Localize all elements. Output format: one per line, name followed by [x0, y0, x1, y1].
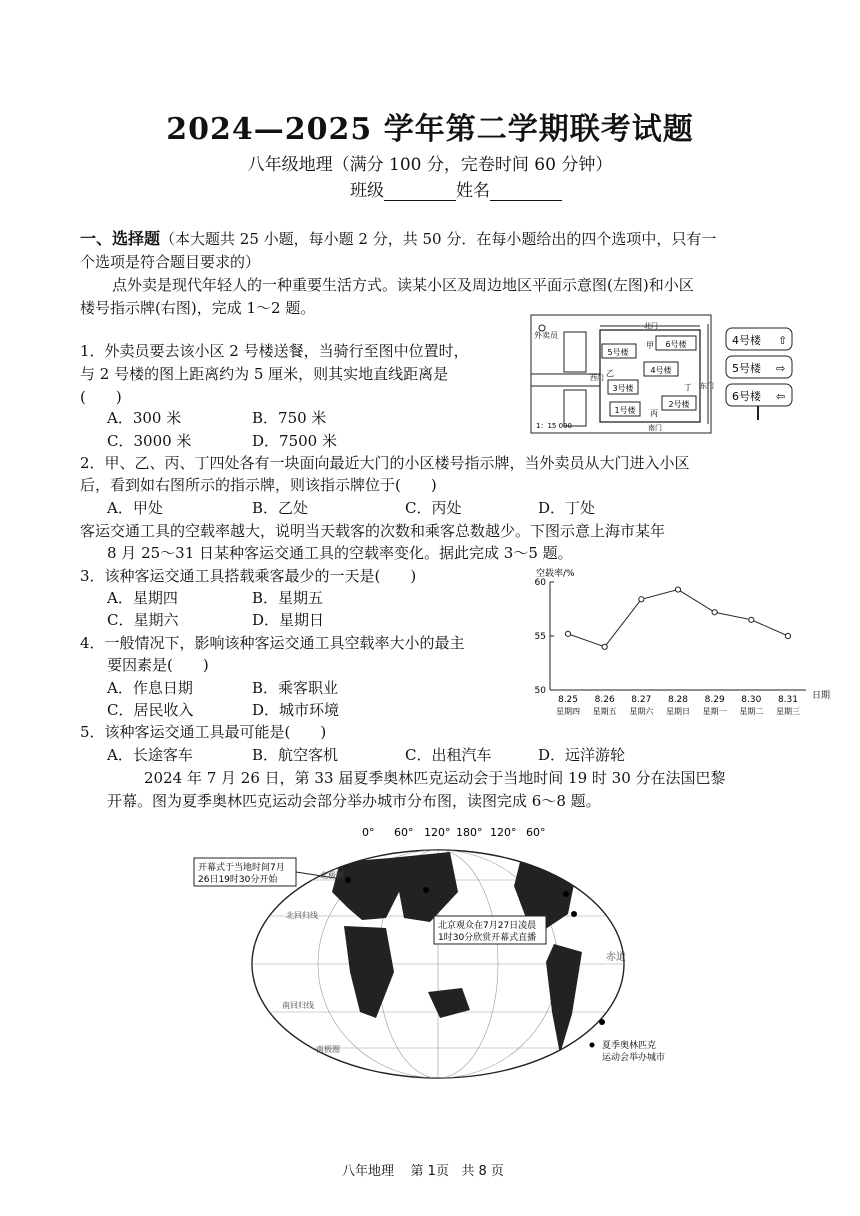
host-city-dot [345, 877, 351, 883]
q3-option-c[interactable]: C．星期六 [107, 611, 179, 629]
group1-stem: 点外卖是现代年轻人的一种重要生活方式。读某小区及周边地区平面示意图(左图)和小区 [112, 276, 694, 294]
x-tick-label: 8.28 [667, 695, 689, 705]
sign-building-5: 5号楼 [732, 362, 761, 375]
host-city-dot [599, 1019, 605, 1025]
q1-stem-2: 与 2 号楼的图上距离约为 5 厘米，则其实地直线距离是 [80, 365, 449, 383]
name-blank[interactable] [490, 184, 562, 201]
legend-dot [590, 1043, 595, 1048]
y-tick-label: 50 [534, 686, 546, 696]
host-city-dot [571, 911, 577, 917]
tropic-capricorn-label: 南回归线 [282, 1001, 314, 1010]
data-point [602, 644, 607, 649]
class-label: 班级 [350, 181, 384, 201]
paris-callout-line2: 26日19时30分开始 [198, 875, 278, 885]
map-scale: 1：15 000 [536, 422, 572, 430]
map-label-east-gate: 东门 [700, 382, 714, 390]
x-weekday-label: 星期六 [629, 707, 654, 716]
x-tick-label: 8.31 [777, 695, 799, 705]
section-intro-cont: 个选项是符合题目要求的） [80, 253, 261, 271]
class-name-line [350, 176, 562, 201]
map-label-courier: 外卖员 [534, 331, 558, 340]
x-tick-label: 8.25 [557, 695, 579, 705]
building-signpost [724, 326, 800, 422]
y-tick-label: 55 [534, 632, 546, 642]
group2-stem: 客运交通工具的空载率越大，说明当天载客的次数和乘客总数越少。下图示意上海市某年 [80, 522, 666, 540]
q1-option-b[interactable]: B．750 米 [252, 409, 327, 427]
lon-label-60w: 60° [526, 826, 546, 839]
q2-option-b[interactable]: B．乙处 [252, 499, 309, 517]
q5-option-b[interactable]: B．航空客机 [252, 746, 339, 764]
data-point [712, 610, 717, 615]
x-weekday-label: 星期三 [776, 707, 800, 716]
name-label: 姓名 [456, 181, 490, 201]
q1-paren: ( ) [80, 388, 122, 406]
footer-total: 共 8 页 [461, 1164, 504, 1179]
group3-stem-cont: 开幕。图为夏季奥林匹克运动会部分举办城市分布图，读图完成 6～8 题。 [107, 792, 601, 810]
data-point [675, 587, 680, 592]
q2-stem: 2．甲、乙、丙、丁四处各有一块面向最近大门的小区楼号指示牌，当外卖员从大门进入小区 [80, 454, 690, 472]
chart-xlabel: 日期 [812, 691, 831, 701]
map-label-ding: 丁 [684, 383, 692, 392]
map-building-2: 2号楼 [668, 400, 690, 409]
sign-building-6: 6号楼 [732, 390, 761, 403]
tropic-cancer-label: 北回归线 [286, 911, 318, 920]
section-intro: 一、选择题（本大题共 25 小题，每小题 2 分，共 50 分．在每小题给出的四个选项中，只有一 [80, 229, 717, 248]
x-weekday-label: 星期一 [702, 707, 727, 716]
q1-stem: 1．外卖员要去该小区 2 号楼送餐，当骑行至图中位置时， [80, 342, 469, 360]
map-label-yi: 乙 [606, 369, 614, 378]
map-building-6: 6号楼 [665, 340, 687, 349]
map-building-3: 3号楼 [612, 384, 634, 393]
empty-rate-chart [530, 566, 830, 722]
x-tick-label: 8.27 [631, 695, 652, 705]
lon-label-120w: 120° [490, 826, 517, 839]
lon-label-60: 60° [394, 826, 414, 839]
q5-stem: 5．该种客运交通工具最可能是( ) [80, 723, 327, 741]
footer-page: 第 1页 [410, 1164, 449, 1179]
q1-option-a[interactable]: A．300 米 [107, 409, 182, 427]
section-heading: 一、选择题 [80, 229, 161, 248]
x-weekday-label: 星期二 [739, 707, 764, 716]
q5-option-a[interactable]: A．长途客车 [107, 746, 193, 764]
map-building-4: 4号楼 [650, 366, 672, 375]
map-label-jia: 甲 [646, 341, 654, 350]
map-building-1: 1号楼 [614, 406, 636, 415]
lon-label-180: 180° [456, 826, 483, 839]
legend-line1: 夏季奥林匹克 [602, 1041, 657, 1051]
beijing-callout-line2: 1时30分欣赏开幕式直播 [438, 933, 537, 943]
antarctic-circle-label: 南极圈 [316, 1045, 340, 1054]
beijing-callout-line1: 北京观众在7月27日凌晨 [438, 921, 537, 931]
sign-building-4: 4号楼 [732, 334, 761, 347]
lon-label-0: 0° [362, 826, 375, 839]
data-point [639, 597, 644, 602]
q2-option-c[interactable]: C．丙处 [405, 499, 462, 517]
map-label-bing: 丙 [650, 409, 658, 418]
x-tick-label: 8.26 [594, 695, 615, 705]
q2-option-a[interactable]: A．甲处 [107, 499, 163, 517]
chart-ylabel: 空载率/% [536, 569, 575, 579]
q3-stem: 3．该种客运交通工具搭载乘客最少的一天是( ) [80, 567, 417, 585]
q3-option-a[interactable]: A．星期四 [107, 589, 178, 607]
map-building-5: 5号楼 [607, 348, 629, 357]
arrow-up-icon: ⇧ [778, 334, 788, 347]
q4-stem-2: 要因素是( ) [107, 656, 209, 674]
page-footer [342, 1160, 504, 1179]
q2-option-d[interactable]: D．丁处 [538, 499, 596, 517]
lon-label-120: 120° [424, 826, 451, 839]
x-tick-label: 8.29 [704, 695, 725, 705]
q3-option-b[interactable]: B．星期五 [252, 589, 324, 607]
host-city-dot [423, 887, 429, 893]
group3-stem: 2024 年 7 月 26 日，第 33 届夏季奥林匹克运动会于当地时间 19 时 30 分在法国巴黎 [144, 769, 726, 787]
olympic-world-map [190, 822, 690, 1082]
exam-subtitle: 八年级地理（满分 100 分，完卷时间 60 分钟） [247, 155, 613, 175]
q4-stem: 4．一般情况下，影响该种客运交通工具空载率大小的最主 [80, 634, 465, 652]
x-weekday-label: 星期四 [556, 707, 580, 716]
data-point [565, 631, 570, 636]
paris-callout-line1: 开幕式于当地时间7月 [198, 863, 285, 873]
class-blank[interactable] [384, 184, 456, 201]
x-weekday-label: 星期日 [666, 707, 690, 716]
map-label-south-gate: 南门 [648, 424, 662, 432]
map-label-west-gate: 西门 [590, 374, 604, 382]
community-map [530, 314, 712, 434]
map-label-north-gate: 北门 [644, 322, 658, 330]
arrow-right-icon: ⇨ [776, 362, 786, 375]
x-weekday-label: 星期五 [592, 707, 617, 716]
q5-option-d[interactable]: D．远洋游轮 [538, 746, 626, 764]
q4-option-b[interactable]: B．乘客职业 [252, 679, 339, 697]
arrow-left-icon: ⇦ [776, 390, 786, 403]
group1-stem-cont: 楼号指示牌(右图)，完成 1～2 题。 [80, 299, 316, 317]
group2-stem-cont: 8 月 25～31 日某种客运交通工具的空载率变化。据此完成 3～5 题。 [107, 544, 573, 562]
equator-label: 赤道 [606, 952, 626, 963]
host-city-dot [563, 891, 569, 897]
q1-option-c[interactable]: C．3000 米 [107, 432, 192, 450]
x-tick-label: 8.30 [741, 695, 762, 705]
page-title: 2024—2025 学年第二学期联考试题 [166, 112, 694, 147]
q4-option-c[interactable]: C．居民收入 [107, 701, 194, 719]
q1-option-d[interactable]: D．7500 米 [252, 432, 337, 450]
q4-option-a[interactable]: A．作息日期 [107, 679, 193, 697]
footer-subject: 八年地理 [342, 1164, 395, 1179]
q3-option-d[interactable]: D．星期日 [252, 611, 325, 629]
q5-option-c[interactable]: C．出租汽车 [405, 746, 492, 764]
data-point [785, 633, 790, 638]
q2-stem-2: 后，看到如右图所示的指示牌，则该指示牌位于( ) [80, 476, 437, 494]
data-point [749, 617, 754, 622]
arctic-circle-label: 北极圈 [320, 871, 344, 880]
y-tick-label: 60 [534, 578, 546, 588]
legend-line2: 运动会举办城市 [602, 1053, 666, 1063]
series-line [568, 590, 788, 647]
q4-option-d[interactable]: D．城市环境 [252, 701, 340, 719]
